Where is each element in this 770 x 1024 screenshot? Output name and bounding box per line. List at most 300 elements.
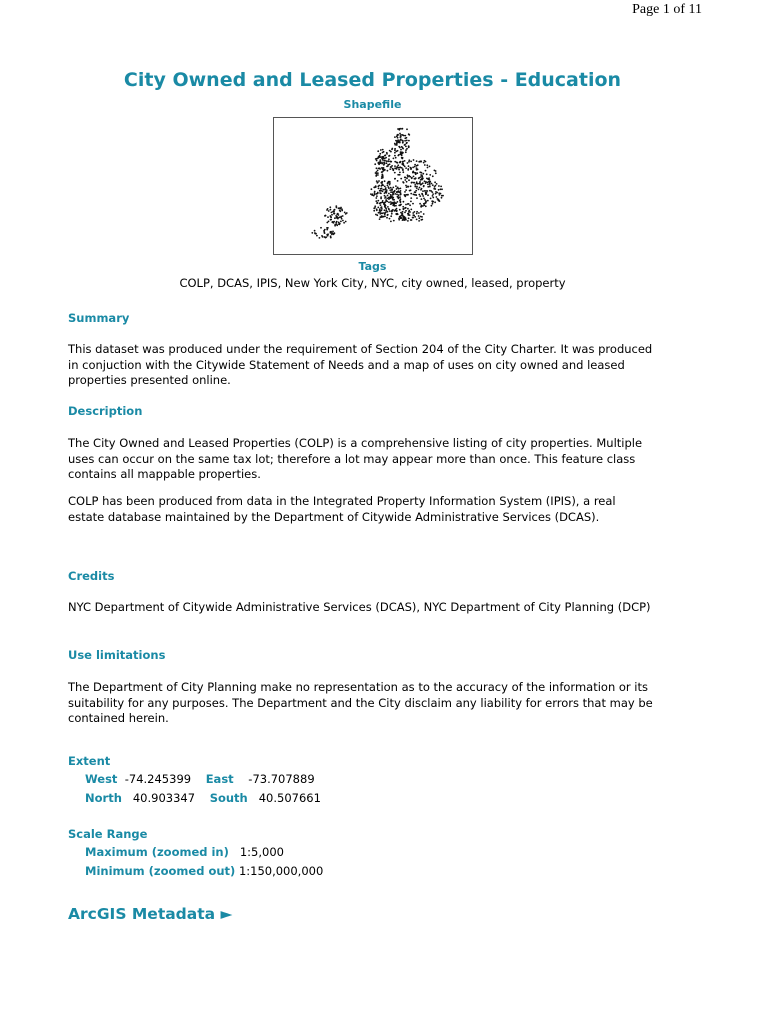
scale-max-value: 1:5,000	[239, 845, 284, 859]
map-point	[376, 173, 378, 175]
map-point	[390, 201, 392, 203]
map-point	[441, 188, 443, 190]
map-point	[412, 172, 414, 174]
map-point	[324, 215, 326, 217]
map-point	[388, 181, 390, 183]
use-limitations-text: The Department of City Planning make no representation as to the accuracy of the information or its suitability for any purposes. The Department and the City disclaim any liability for errors that may be contained herein.	[68, 680, 653, 725]
map-point	[396, 161, 398, 163]
map-point	[403, 219, 405, 221]
map-point	[440, 193, 442, 195]
map-point	[377, 182, 379, 184]
map-point	[329, 206, 331, 208]
map-point	[399, 147, 401, 149]
map-point	[410, 161, 412, 163]
map-point	[393, 193, 395, 195]
map-point	[416, 165, 418, 167]
map-point	[394, 178, 396, 180]
page-number: Page 1 of 11	[632, 2, 702, 17]
map-point	[383, 160, 385, 162]
map-point	[394, 152, 396, 154]
map-point	[399, 172, 401, 174]
map-point	[384, 169, 386, 171]
map-point	[380, 149, 382, 151]
map-point	[424, 180, 426, 182]
map-point	[404, 177, 406, 179]
map-point	[382, 200, 384, 202]
map-point	[382, 189, 384, 191]
map-point	[422, 173, 424, 175]
map-point	[414, 216, 416, 218]
map-point	[416, 219, 418, 221]
map-point	[336, 221, 338, 223]
map-point	[425, 202, 427, 204]
map-point	[414, 184, 416, 186]
map-point	[399, 216, 401, 218]
map-point	[400, 212, 402, 214]
map-point	[399, 154, 401, 156]
map-point	[345, 221, 347, 223]
map-point	[407, 194, 409, 196]
map-point	[399, 200, 401, 202]
map-point	[316, 235, 318, 237]
map-point	[389, 218, 391, 220]
map-point	[408, 147, 410, 149]
map-point	[383, 203, 385, 205]
map-point	[418, 215, 420, 217]
map-point	[413, 214, 415, 216]
map-point	[416, 213, 418, 215]
map-point	[379, 155, 381, 157]
map-point	[385, 210, 387, 212]
map-point	[336, 225, 338, 227]
map-point	[400, 190, 402, 192]
map-point	[396, 140, 398, 142]
map-point	[394, 193, 396, 195]
map-point	[391, 191, 393, 193]
map-point	[405, 185, 407, 187]
south-value: 40.507661	[258, 791, 321, 805]
map-point	[400, 204, 402, 206]
map-point	[330, 237, 332, 239]
map-point	[378, 212, 380, 214]
map-point	[382, 216, 384, 218]
map-point	[416, 186, 418, 188]
map-point	[418, 212, 420, 214]
map-point	[431, 205, 433, 207]
map-point	[408, 217, 410, 219]
map-point	[393, 199, 395, 201]
map-point	[420, 211, 422, 213]
map-point	[414, 164, 416, 166]
map-point	[427, 200, 429, 202]
map-point	[319, 237, 321, 239]
map-point	[341, 208, 343, 210]
north-label: North	[85, 791, 122, 805]
map-point	[418, 189, 420, 191]
map-point	[415, 191, 417, 193]
map-point	[379, 208, 381, 210]
map-point	[410, 197, 412, 199]
map-point	[388, 208, 390, 210]
map-point	[315, 233, 317, 235]
map-point	[386, 217, 388, 219]
map-point	[404, 135, 406, 137]
map-point	[314, 230, 316, 232]
credits-heading: Credits	[68, 569, 115, 583]
map-point	[328, 210, 330, 212]
map-point	[377, 150, 379, 152]
map-point	[406, 128, 408, 130]
map-point	[432, 203, 434, 205]
arcgis-metadata-link[interactable]: ArcGIS Metadata ►	[68, 905, 233, 923]
map-point	[429, 182, 431, 184]
map-point	[416, 197, 418, 199]
map-point	[397, 191, 399, 193]
map-point	[388, 187, 390, 189]
map-point	[419, 171, 421, 173]
map-point	[331, 214, 333, 216]
map-point	[395, 205, 397, 207]
map-point	[389, 168, 391, 170]
map-point	[410, 219, 412, 221]
map-point	[332, 211, 334, 213]
map-point	[400, 149, 402, 151]
map-point	[407, 186, 409, 188]
map-point	[326, 234, 328, 236]
map-point	[427, 186, 429, 188]
map-point	[393, 220, 395, 222]
east-label: East	[205, 772, 234, 786]
map-point	[336, 207, 338, 209]
map-point	[389, 184, 391, 186]
map-point	[384, 154, 386, 156]
map-point	[404, 179, 406, 181]
map-point	[324, 232, 326, 234]
map-point	[376, 209, 378, 211]
map-point	[311, 232, 313, 234]
map-point	[397, 187, 399, 189]
map-point	[435, 172, 437, 174]
description-paragraph-1: The City Owned and Leased Properties (COLP) is a comprehensive listing of city properties. Multiple uses can occur on the same tax lot; therefore a lot may appear more than once. This feature class contains all mappable properties.	[68, 436, 643, 481]
map-point	[402, 213, 404, 215]
map-point	[375, 186, 377, 188]
map-point	[394, 190, 396, 192]
map-point	[386, 153, 388, 155]
map-point	[344, 212, 346, 214]
map-point	[371, 188, 373, 190]
map-point	[405, 189, 407, 191]
map-point	[415, 190, 417, 192]
map-point	[375, 158, 377, 160]
map-point	[432, 175, 434, 177]
map-point	[425, 205, 427, 207]
document-title: City Owned and Leased Properties - Education	[123, 69, 622, 91]
map-point	[401, 155, 403, 157]
map-point	[396, 208, 398, 210]
map-point	[384, 180, 386, 182]
map-point	[401, 152, 403, 154]
map-point	[386, 160, 388, 162]
map-point	[404, 144, 406, 146]
map-point	[404, 160, 406, 162]
map-point	[421, 193, 423, 195]
map-point	[380, 190, 382, 192]
west-value: -74.245399	[124, 772, 192, 786]
map-point	[408, 133, 410, 135]
map-point	[427, 194, 429, 196]
map-point	[410, 209, 412, 211]
map-point	[379, 153, 381, 155]
map-point	[402, 163, 404, 165]
map-point	[343, 222, 345, 224]
map-point	[410, 185, 412, 187]
north-value: 40.903347	[132, 791, 196, 805]
map-point	[381, 171, 383, 173]
map-point	[342, 220, 344, 222]
map-point	[423, 162, 425, 164]
map-point	[376, 160, 378, 162]
map-point	[436, 196, 438, 198]
map-point	[329, 215, 331, 217]
map-point	[331, 232, 333, 234]
map-point	[407, 214, 409, 216]
map-point	[339, 210, 341, 212]
map-point	[392, 168, 394, 170]
map-point	[381, 215, 383, 217]
map-point	[413, 176, 415, 178]
map-point	[402, 168, 404, 170]
map-point	[408, 165, 410, 167]
map-point	[379, 161, 381, 163]
credits-text: NYC Department of Citywide Administrative Services (DCAS), NYC Department of City Planning (DCP)	[68, 600, 651, 614]
map-point	[405, 210, 407, 212]
map-point	[425, 190, 427, 192]
map-point	[408, 161, 410, 163]
map-point	[418, 177, 420, 179]
map-point	[394, 155, 396, 157]
map-point	[381, 157, 383, 159]
map-point	[420, 174, 422, 176]
document-subtitle: Shapefile	[343, 98, 402, 111]
map-point	[390, 151, 392, 153]
map-point	[396, 194, 398, 196]
map-point	[325, 237, 327, 239]
map-point	[440, 186, 442, 188]
west-label: West	[85, 772, 118, 786]
map-point	[400, 217, 402, 219]
map-point	[384, 186, 386, 188]
map-point	[396, 142, 398, 144]
map-point	[438, 185, 440, 187]
map-point	[397, 180, 399, 182]
map-point	[404, 194, 406, 196]
map-point	[373, 187, 375, 189]
map-point	[378, 180, 380, 182]
map-point	[397, 155, 399, 157]
map-point	[385, 205, 387, 207]
map-point	[394, 172, 396, 174]
map-point	[397, 196, 399, 198]
map-point	[379, 218, 381, 220]
map-point	[389, 161, 391, 163]
map-point	[432, 193, 434, 195]
map-point	[425, 170, 427, 172]
map-point	[416, 160, 418, 162]
map-point	[385, 208, 387, 210]
map-point	[422, 190, 424, 192]
map-point	[405, 146, 407, 148]
map-point	[386, 162, 388, 164]
map-point	[407, 162, 409, 164]
map-point	[400, 178, 402, 180]
map-point	[338, 223, 340, 225]
map-point	[381, 210, 383, 212]
map-point	[424, 164, 426, 166]
map-point	[413, 182, 415, 184]
map-point	[429, 179, 431, 181]
map-point	[410, 201, 412, 203]
map-point	[407, 174, 409, 176]
map-point	[408, 159, 410, 161]
map-point	[399, 133, 401, 135]
map-point	[399, 162, 401, 164]
tags-heading: Tags	[358, 260, 387, 273]
map-point	[375, 200, 377, 202]
map-point	[406, 186, 408, 188]
map-point	[423, 204, 425, 206]
map-point	[382, 175, 384, 177]
map-point	[385, 196, 387, 198]
map-point	[430, 198, 432, 200]
map-point	[328, 221, 330, 223]
map-point	[441, 197, 443, 199]
map-point	[323, 230, 325, 232]
map-point	[326, 227, 328, 229]
map-point	[406, 181, 408, 183]
map-point	[430, 190, 432, 192]
map-point	[402, 211, 404, 213]
map-point	[395, 157, 397, 159]
map-point	[377, 200, 379, 202]
map-point	[418, 194, 420, 196]
map-point	[391, 188, 393, 190]
map-point	[414, 166, 416, 168]
map-point	[379, 159, 381, 161]
map-point	[376, 202, 378, 204]
map-point	[420, 179, 422, 181]
map-point	[396, 213, 398, 215]
map-point	[373, 210, 375, 212]
map-point	[402, 206, 404, 208]
map-point	[380, 198, 382, 200]
map-point	[381, 212, 383, 214]
map-point	[410, 167, 412, 169]
description-paragraph-2: COLP has been produced from data in the Integrated Property Information System (IPIS), a real estate database maintained by the Department of Citywide Administrative Services (DCAS).	[68, 494, 616, 524]
map-point	[433, 188, 435, 190]
map-point	[389, 155, 391, 157]
map-point	[390, 194, 392, 196]
map-point	[434, 201, 436, 203]
map-point	[398, 169, 400, 171]
east-value: -73.707889	[248, 772, 315, 786]
map-point	[425, 161, 427, 163]
map-point	[438, 189, 440, 191]
map-point	[332, 222, 334, 224]
map-point	[387, 165, 389, 167]
map-point	[375, 175, 377, 177]
map-point	[384, 163, 386, 165]
map-point	[420, 216, 422, 218]
map-point	[397, 201, 399, 203]
map-point	[340, 221, 342, 223]
map-point	[386, 189, 388, 191]
map-point	[399, 209, 401, 211]
map-point	[427, 184, 429, 186]
map-point	[409, 211, 411, 213]
map-point	[388, 193, 390, 195]
map-point	[420, 176, 422, 178]
map-point	[392, 197, 394, 199]
map-point	[385, 157, 387, 159]
map-point	[338, 222, 340, 224]
map-point	[394, 165, 396, 167]
map-point	[385, 199, 387, 201]
map-point	[334, 224, 336, 226]
map-point	[377, 207, 379, 209]
map-point	[380, 207, 382, 209]
map-point	[406, 142, 408, 144]
map-point	[405, 207, 407, 209]
map-point	[334, 209, 336, 211]
map-point	[407, 220, 409, 222]
map-point	[381, 163, 383, 165]
map-point	[418, 161, 420, 163]
map-point	[415, 172, 417, 174]
map-point	[390, 221, 392, 223]
map-point	[374, 207, 376, 209]
map-point	[384, 215, 386, 217]
map-point	[341, 218, 343, 220]
map-point	[421, 219, 423, 221]
map-point	[405, 167, 407, 169]
map-thumbnail-svg	[274, 118, 472, 254]
map-point	[336, 213, 338, 215]
map-point	[408, 179, 410, 181]
map-point	[394, 149, 396, 151]
map-point	[404, 196, 406, 198]
map-point	[387, 185, 389, 187]
map-point	[384, 209, 386, 211]
map-point	[392, 202, 394, 204]
map-point	[377, 193, 379, 195]
map-point	[406, 148, 408, 150]
scale-max-row	[85, 845, 284, 859]
map-point	[416, 167, 418, 169]
map-point	[436, 192, 438, 194]
map-point	[409, 204, 411, 206]
map-point	[373, 195, 375, 197]
map-point	[399, 139, 401, 141]
map-point	[376, 214, 378, 216]
map-point	[415, 177, 417, 179]
map-point	[393, 203, 395, 205]
map-point	[383, 167, 385, 169]
map-point	[387, 206, 389, 208]
map-point	[429, 166, 431, 168]
map-point	[432, 201, 434, 203]
map-point	[412, 212, 414, 214]
map-point	[375, 197, 377, 199]
